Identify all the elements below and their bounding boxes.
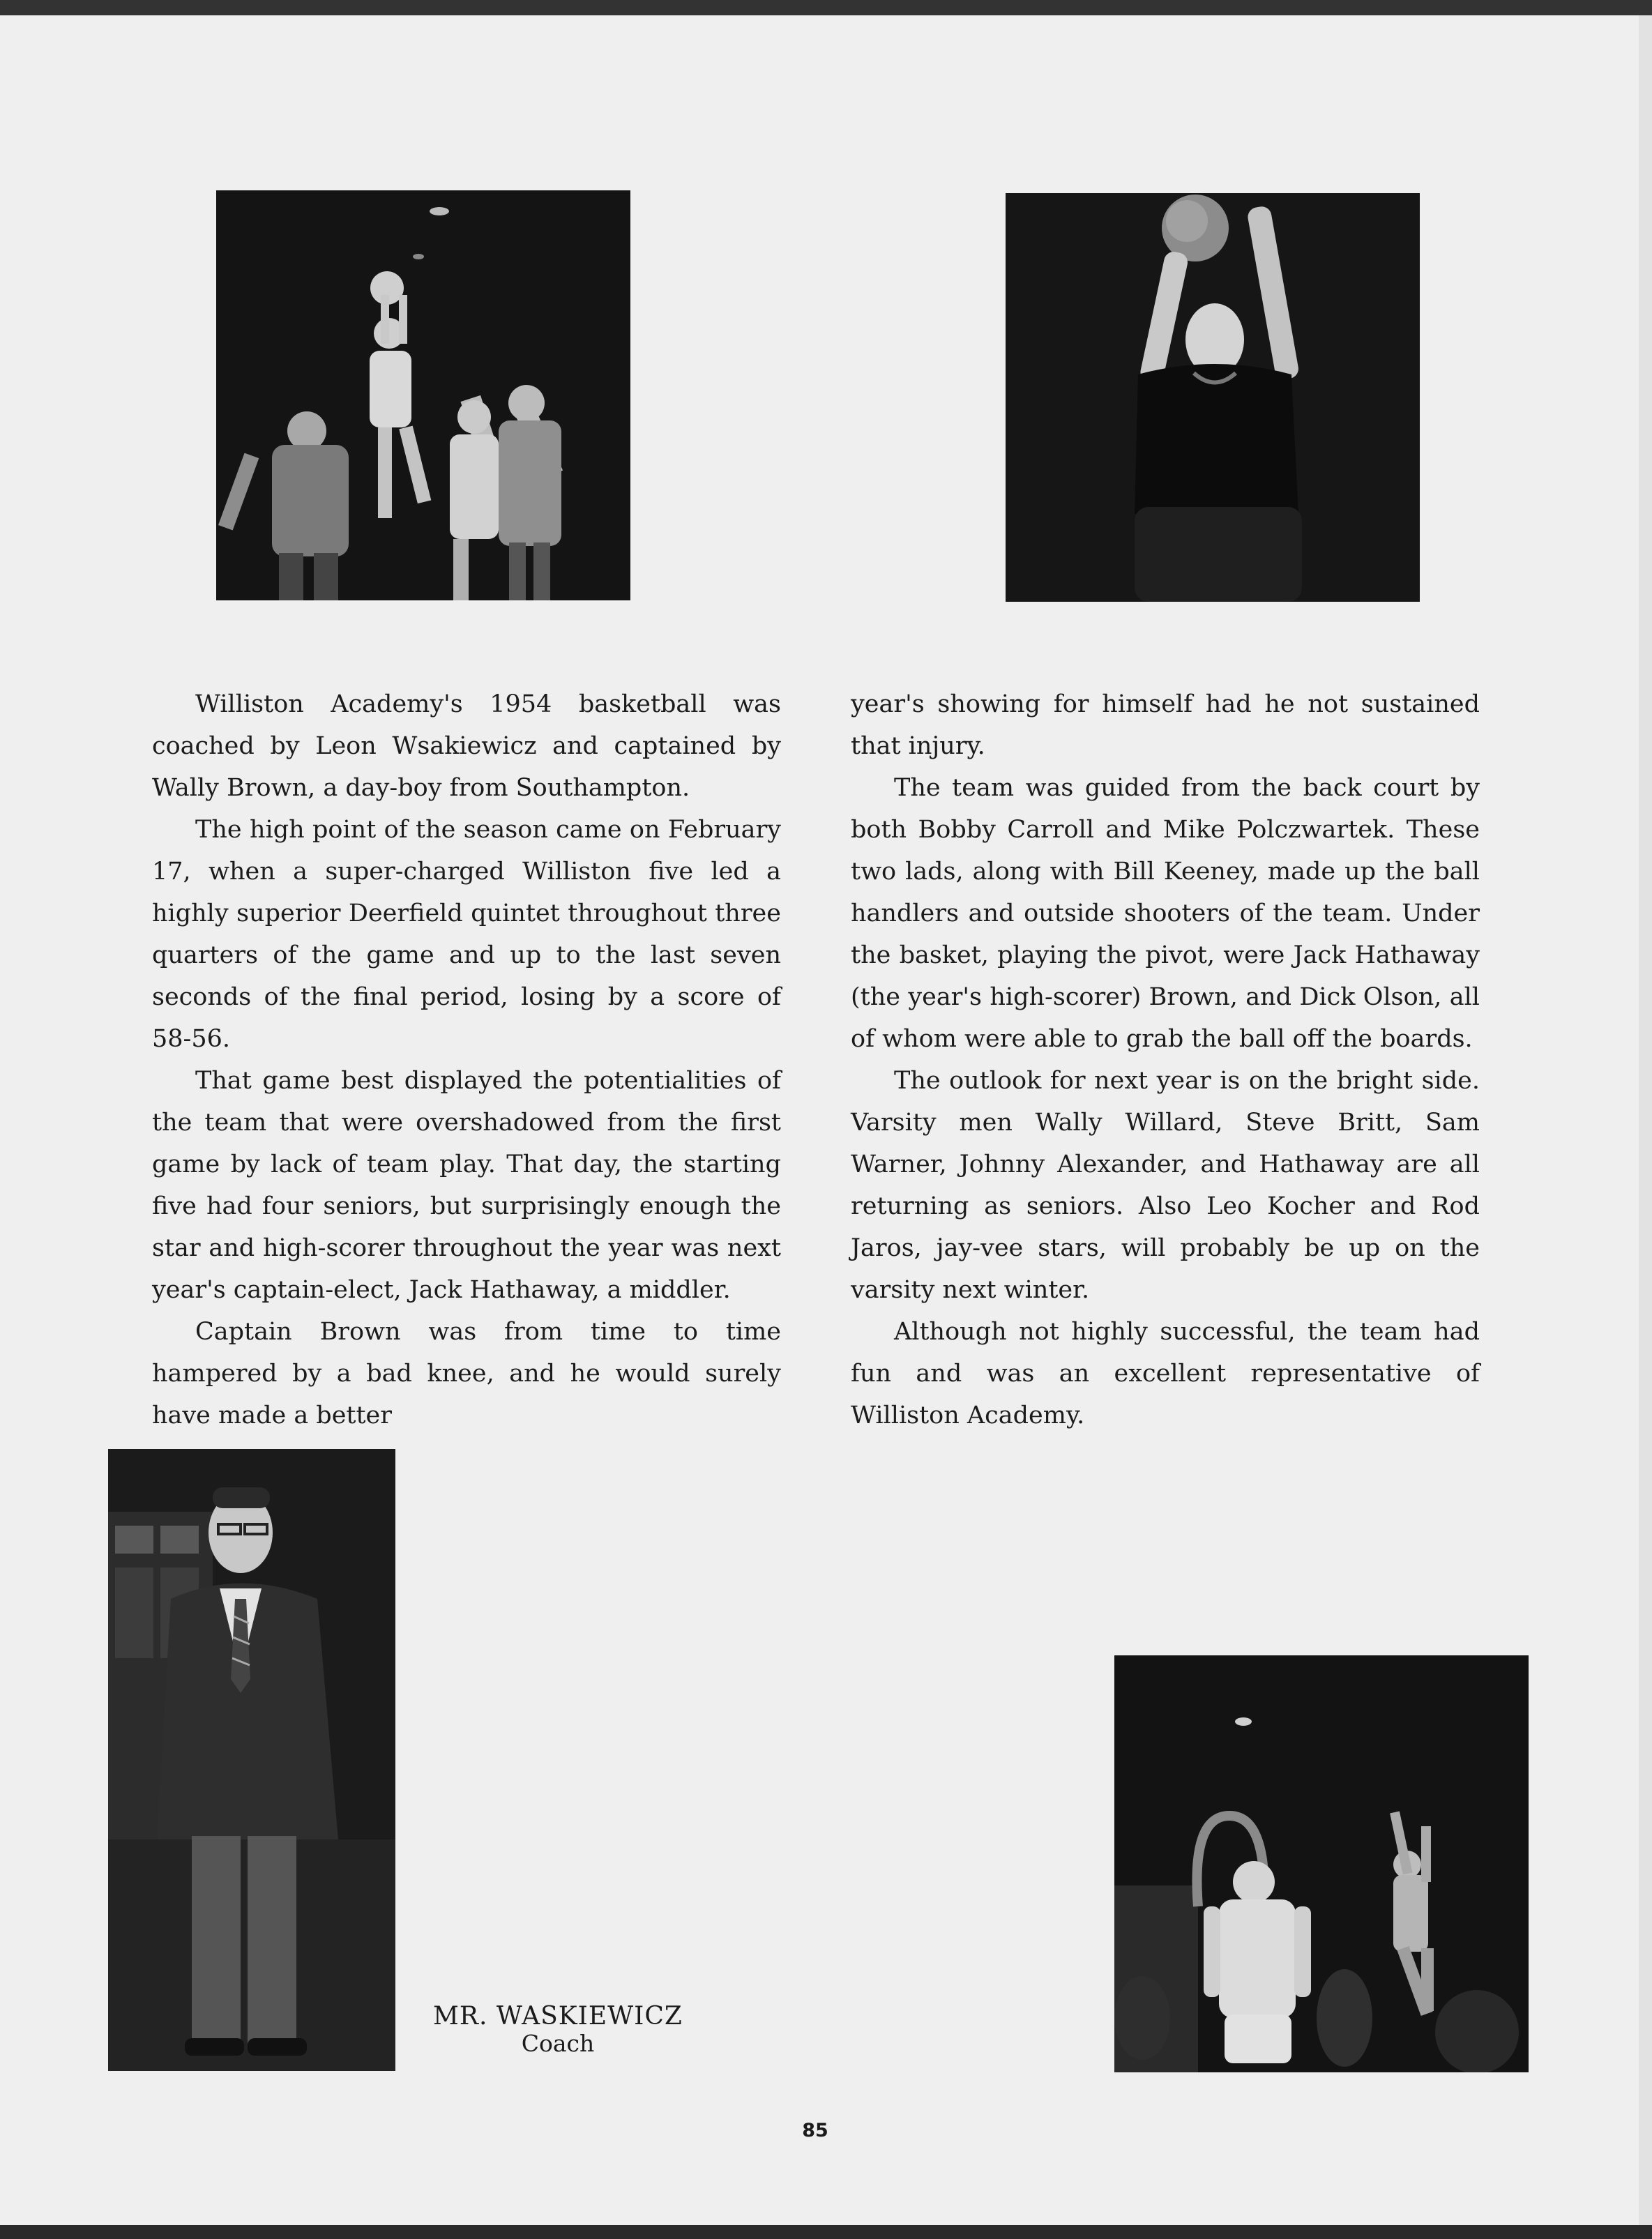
article-paragraph: Captain Brown was from time to time hampered by a bad knee, and he would surely have made a better — [152, 1318, 781, 1429]
scan-page-edge — [1639, 15, 1652, 2225]
coach-role: Coach — [521, 2030, 595, 2057]
photo-game-action — [216, 190, 630, 600]
article-paragraph: Williston Academy's 1954 basketball was coached by Leon Wsakiewicz and captained by Wally Brown, a day-boy from Southampton. — [152, 690, 781, 802]
photo-free-throw — [1114, 1655, 1529, 2072]
article-paragraph: That game best displayed the potentialities of the team that were overshadowed from the first game by lack of team play. That day, the starting five had four seniors, but surprisingly enough the star and high-scorer throughout the year was next year's captain-elect, Jack Hathaway, a middler. — [152, 1067, 781, 1304]
article-paragraph: The high point of the season came on February 17, when a super-charged Williston five led a highly superior Deerfield quintet throughout three quarters of the game and up to the last seven seconds of the final period, losing by a score of 58-56. — [152, 816, 781, 1053]
page-number: 85 — [802, 2120, 828, 2141]
coach-name: MR. WASKIEWICZ — [433, 2002, 683, 2031]
article-column-left — [152, 683, 781, 1436]
article-paragraph: year's showing for himself had he not sustained that injury. — [851, 690, 1480, 760]
article-paragraph: The outlook for next year is on the bright side. Varsity men Wally Willard, Steve Britt, Sam Warner, Johnny Alexander, and Hathaway are all returning as seniors. Also Leo Kocher and Rod Jaros, jay-vee stars, will probably be up on the varsity next winter. — [851, 1067, 1480, 1304]
scan-bottom-edge — [0, 2225, 1652, 2239]
photo-coach-portrait — [108, 1449, 395, 2071]
article-paragraph: The team was guided from the back court by both Bobby Carroll and Mike Polczwartek. These two lads, along with Bill Keeney, made up the ball handlers and outside shooters of the team. Under the basket, playing the pivot, were Jack Hathaway (the year's high-scorer) Brown, and Dick Olson, all of whom were able to grab the ball off the boards. — [851, 774, 1480, 1053]
scan-top-edge — [0, 0, 1652, 15]
coach-caption — [391, 2003, 725, 2057]
article-paragraph: Although not highly successful, the team had fun and was an excellent representative of Williston Academy. — [851, 1318, 1480, 1429]
photo-player-shooting — [1006, 193, 1420, 602]
article-column-right — [851, 683, 1480, 1436]
